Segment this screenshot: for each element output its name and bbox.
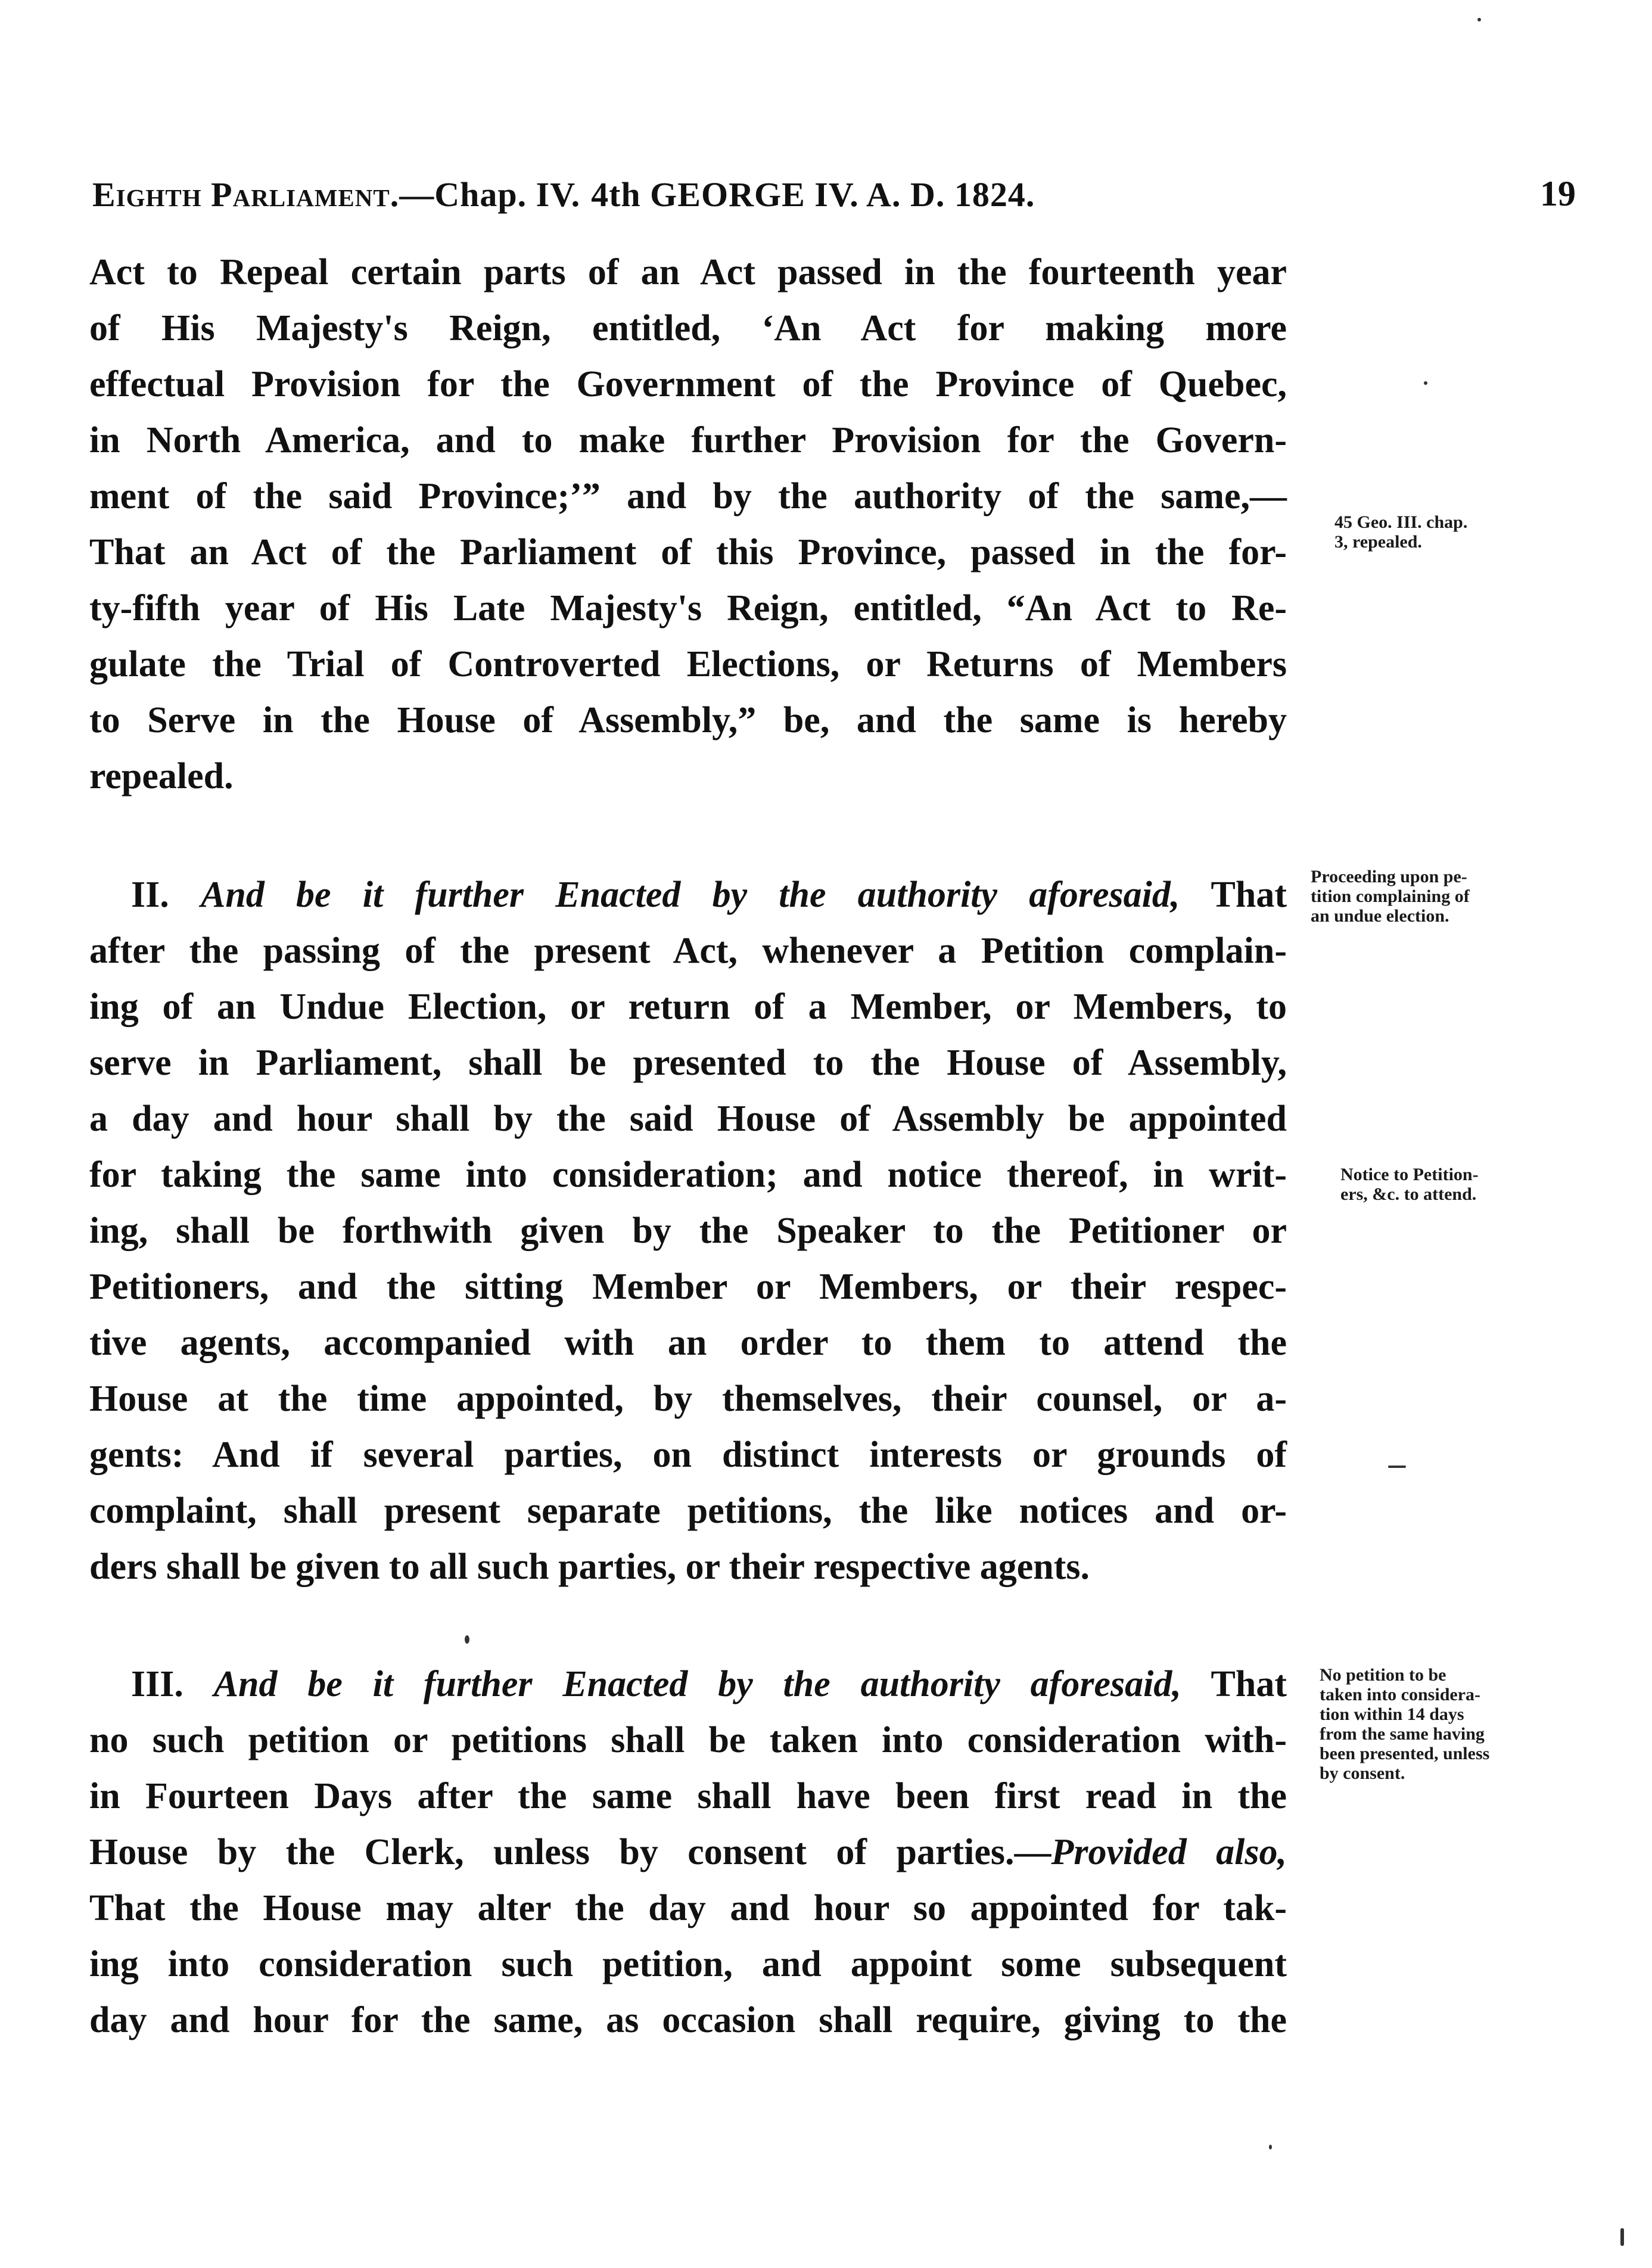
text-line: in Fourteen Days after the same shall have been first read in the <box>89 1776 1287 1816</box>
text-line: House at the time appointed, by themselves, their counsel, or a- <box>89 1379 1287 1419</box>
text-line: Petitioners, and the sitting Member or Members, or their respec- <box>89 1267 1287 1307</box>
proviso-clause: Provided also, <box>1051 1832 1287 1872</box>
margin-note-repeal: 45 Geo. III. chap. 3, repealed. <box>1334 512 1468 552</box>
text-line: a day and hour shall by the said House of Assembly be appointed <box>89 1099 1287 1139</box>
page-number: 19 <box>1540 174 1576 213</box>
scan-speck <box>465 1635 469 1644</box>
text-line: tive agents, accompanied with an order to them to attend the <box>89 1323 1287 1363</box>
text-line: day and hour for the same, as occasion shall require, giving to the <box>89 2000 1287 2040</box>
text-line: complaint, shall present separate petitions, the like notices and or- <box>89 1491 1287 1531</box>
text-line: gents: And if several parties, on distinct interests or grounds of <box>89 1435 1287 1475</box>
margin-note-proceeding: Proceeding upon pe- tition complaining of an undue election. <box>1311 867 1470 926</box>
scan-speck <box>1620 2228 1624 2246</box>
text-line: after the passing of the present Act, whenever a Petition complain- <box>89 931 1287 971</box>
margin-note-notice: Notice to Petition- ers, &c. to attend. <box>1340 1165 1479 1204</box>
text-line: serve in Parliament, shall be presented to the House of Assembly, <box>89 1043 1287 1083</box>
text-line: ty-fifth year of His Late Majesty's Reign, entitled, “An Act to Re- <box>89 588 1287 629</box>
header-parliament: Eighth Parliament. <box>92 175 400 214</box>
section-2-first-line <box>89 867 1287 923</box>
text-line: That the House may alter the day and hour so appointed for tak- <box>89 1888 1287 1928</box>
header-chapter: —Chap. IV. <box>399 175 581 214</box>
text-line: no such petition or petitions shall be taken into consideration with- <box>89 1720 1287 1760</box>
section-2-first-line-rest: That <box>1211 875 1287 915</box>
margin-note-fourteen-days: No petition to be taken into considera- tion within 14 days from the same having been presented, unless by consent. <box>1320 1665 1490 1783</box>
text-line: ders shall be given to all such parties, or their respective agents. <box>89 1547 1090 1587</box>
scan-speck <box>1269 2145 1272 2149</box>
proviso-line-text: House by the Clerk, unless by consent of parties.— <box>89 1832 1051 1872</box>
text-line: to Serve in the House of Assembly,” be, and the same is hereby <box>89 700 1287 741</box>
text-line: ing of an Undue Election, or return of a Member, or Members, to <box>89 987 1287 1027</box>
section-3-first-line-rest: That <box>1211 1664 1287 1704</box>
text-line: repealed. <box>89 756 234 797</box>
text-line: ing, shall be forthwith given by the Speaker to the Petitioner or <box>89 1211 1287 1251</box>
section-2-paragraph <box>89 867 1287 1595</box>
text-line: gulate the Trial of Controverted Elections, or Returns of Members <box>89 644 1287 685</box>
text-line: ing into consideration such petition, and appoint some subsequent <box>89 1944 1287 1984</box>
proviso-line <box>89 1824 1287 1880</box>
text-line: of His Majesty's Reign, entitled, ‘An Act for making more <box>89 308 1287 349</box>
text-line: in North America, and to make further Provision for the Govern- <box>89 420 1287 461</box>
scan-speck <box>1424 381 1427 385</box>
scan-speck <box>1477 18 1481 21</box>
text-line: effectual Provision for the Government of the Province of Quebec, <box>89 364 1287 405</box>
text-line: Act to Repeal certain parts of an Act passed in the fourteenth year <box>89 252 1287 293</box>
text-line: ment of the said Province;’” and by the authority of the same,— <box>89 476 1287 517</box>
section-2-number: II. <box>131 875 169 915</box>
text-line: for taking the same into consideration; and notice thereof, in writ- <box>89 1155 1287 1195</box>
section-3-enacting-clause: And be it further Enacted by the authority aforesaid, <box>213 1664 1181 1704</box>
header-reign-year: 4th GEORGE IV. A. D. 1824. <box>591 175 1035 214</box>
section-3-first-line <box>89 1656 1287 1712</box>
text-line: That an Act of the Parliament of this Province, passed in the for- <box>89 532 1287 573</box>
section-3-number: III. <box>131 1664 183 1704</box>
section-2-enacting-clause: And be it further Enacted by the authority aforesaid, <box>200 875 1180 915</box>
running-header <box>92 149 1314 214</box>
section-3-paragraph <box>89 1656 1287 2048</box>
scan-speck <box>1388 1466 1406 1468</box>
preamble-paragraph <box>89 244 1287 804</box>
